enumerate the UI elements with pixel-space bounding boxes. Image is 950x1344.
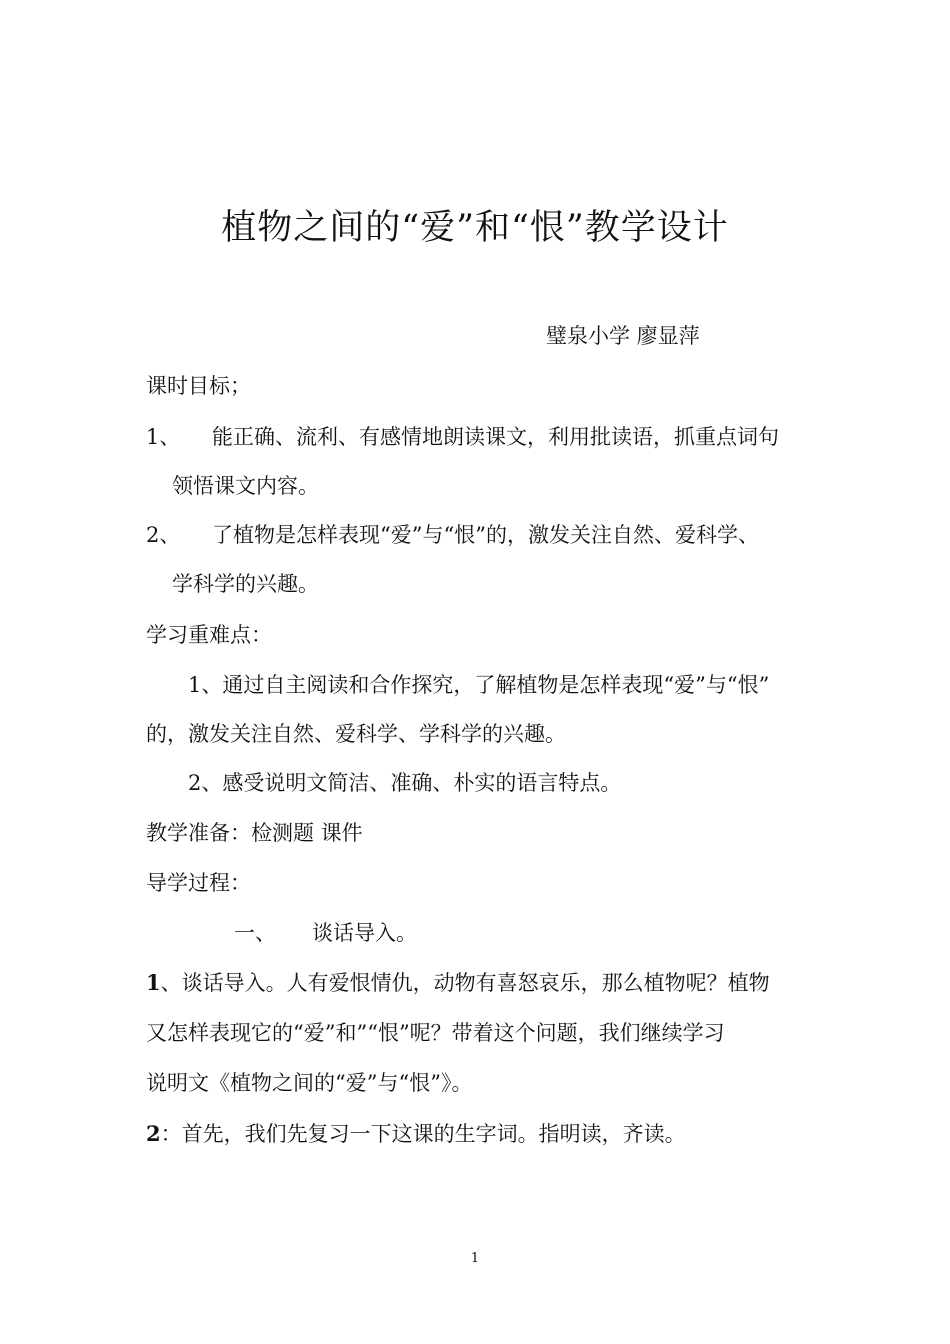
step-text: ：首先，我们先复习一下这课的生字词。指明读，齐读。 [160,1122,686,1146]
objective-number: 1、 [146,425,181,449]
objective-number: 2、 [146,523,181,547]
step-item [146,1119,686,1149]
objective-text: 了植物是怎样表现“爱”与“恨”的，激发关注自然、爱科学、 [212,523,759,547]
key-points-heading: 学习重难点： [146,623,272,647]
objective-item [146,422,779,452]
process-heading: 导学过程： [146,871,251,895]
section-number: 一、 [234,921,276,945]
key-point-continuation: 的，激发关注自然、爱科学、学科学的兴趣。 [146,722,566,746]
objective-continuation: 学科学的兴趣。 [172,572,319,596]
objective-item [146,520,759,550]
step-number: 1 [146,970,161,995]
page-number: 1 [470,1251,480,1266]
objective-text: 能正确、流利、有感情地朗读课文，利用批读语，抓重点词句 [212,425,779,449]
key-point-item: 2、感受说明文简洁、准确、朴实的语言特点。 [188,771,622,795]
step-continuation: 又怎样表现它的“爱”和”“恨”呢？带着这个问题，我们继续学习 [146,1021,725,1045]
document-title: 植物之间的“爱”和“恨”教学设计 [221,208,729,248]
objectives-heading: 课时目标； [146,374,251,398]
section-label: 谈话导入。 [312,921,417,945]
step-continuation: 说明文《植物之间的“爱”与“恨”》。 [146,1071,473,1095]
preparation-line: 教学准备：检测题 课件 [146,821,363,845]
author-line: 璧泉小学 廖显萍 [546,324,700,348]
step-text: 、谈话导入。人有爱恨情仇，动物有喜怒哀乐，那么植物呢？植物 [160,971,770,995]
step-item [146,968,770,998]
section-heading [234,918,417,948]
step-number: 2 [146,1121,161,1146]
key-point-item: 1、通过自主阅读和合作探究，了解植物是怎样表现“爱”与“恨” [188,673,770,697]
objective-continuation: 领悟课文内容。 [172,474,319,498]
